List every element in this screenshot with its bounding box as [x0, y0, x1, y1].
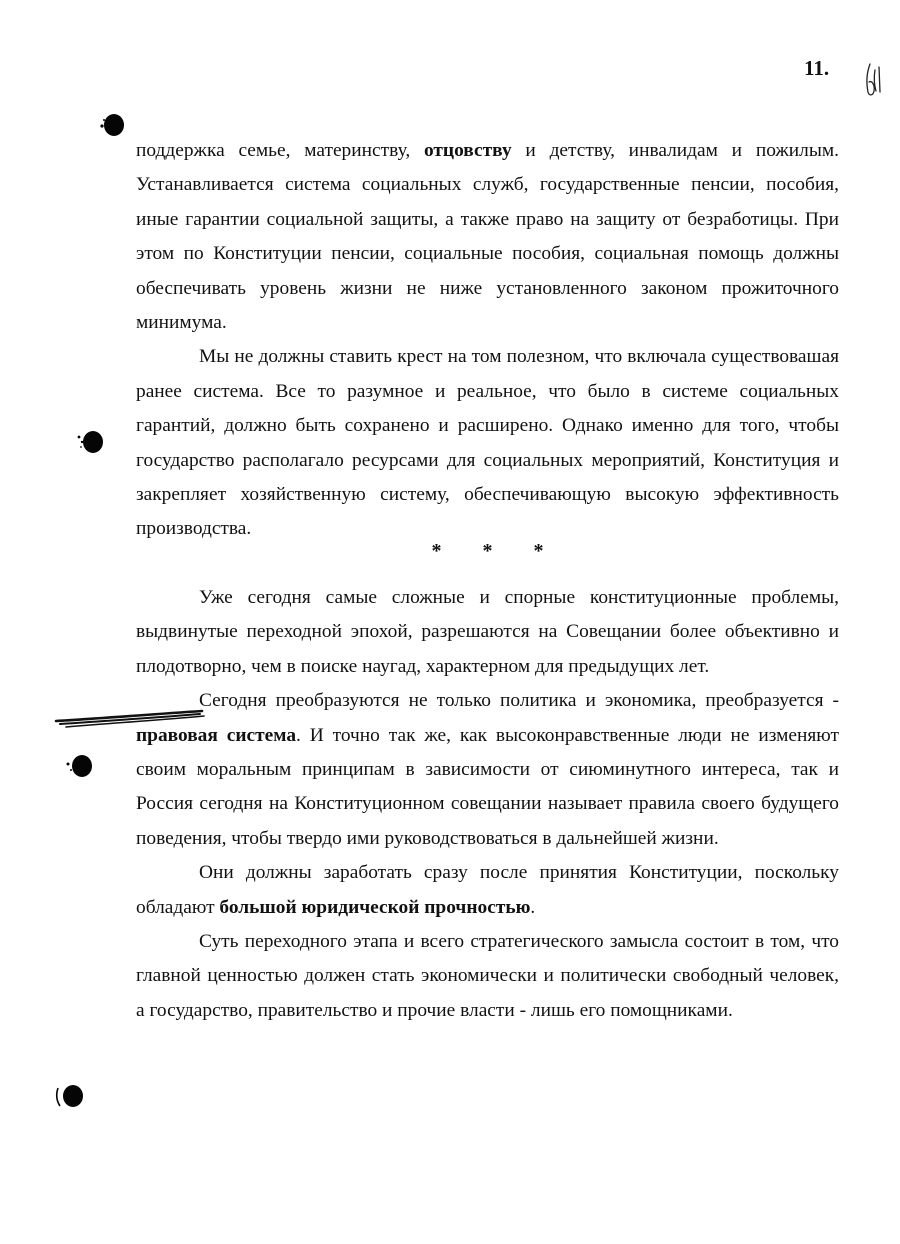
- bold-phrase: большой юридической прочностью: [219, 896, 531, 918]
- bold-phrase: правовая система: [136, 724, 297, 746]
- text-run: и детству, инвалидам и пожилым. Устанавливается система социальных служб, государственные пенсии, пособия, иные гарантии социальной защиты, а также право на защиту от безработицы. При этом по Конституции пенсии, социальные пособия, социальная помощь должны обеспечивать уровень жизни не ниже установленного законом прожиточного минимума.: [136, 140, 840, 334]
- paragraph: [136, 684, 839, 856]
- punch-hole-mark: [62, 750, 96, 784]
- punch-hole-mark: [74, 425, 108, 459]
- text-run: Сегодня преобразуются не только политика и экономика, преобразуется -: [199, 690, 839, 712]
- text-run: .: [530, 896, 536, 918]
- text-run: Уже сегодня самые сложные и спорные конституционные проблемы, выдвинутые переходной эпохой, разрешаются на Совещании более объективно и плодотворно, чем в поиске наугад, характерном для предыдущих лет.: [136, 586, 839, 677]
- text-run: . И точно так же, как высоконравственные люди не изменяют своим моральным принципам в зависимости от сиюминутного интереса, так и Россия сегодня на Конституционном совещании называет правила своего будущего поведения, чтобы твердо ими руководствоваться в дальнейшей жизни.: [136, 724, 839, 849]
- text-run: Мы не должны ставить крест на том полезном, что включала существовашая ранее система. Все то разумное и реальное, что было в системе социальных гарантий, должно быть сохранено и расширено. Однако именно для того, чтобы государство располагало ресурсами для социальных мероприятий, Конституция и закрепляет хозяйственную систему, обеспечивающую высокую эффективность производства.: [136, 346, 839, 540]
- paragraph: [136, 856, 839, 925]
- paragraph: [136, 581, 839, 684]
- section-separator: * * *: [431, 539, 562, 562]
- text-run: поддержка семье, материнству,: [136, 140, 424, 161]
- bold-phrase: отцовству: [423, 140, 512, 161]
- document-body: [136, 134, 839, 1028]
- punch-hole-mark: [98, 110, 128, 140]
- text-run: Суть переходного этапа и всего стратегического замысла состоит в том, что главной ценностью должен стать экономически и политически свободный человек, а государство, правительство и прочие власти - лишь его помощниками.: [136, 930, 839, 1021]
- handwritten-initial: [862, 58, 888, 100]
- paragraph: [136, 925, 839, 1028]
- text-run: Они должны заработать сразу после принятия Конституции, поскольку обладают: [136, 862, 839, 918]
- punch-hole-mark: [52, 1080, 86, 1114]
- paragraph: [136, 134, 839, 340]
- paragraph: [136, 340, 839, 546]
- page-number: 11.: [804, 56, 830, 80]
